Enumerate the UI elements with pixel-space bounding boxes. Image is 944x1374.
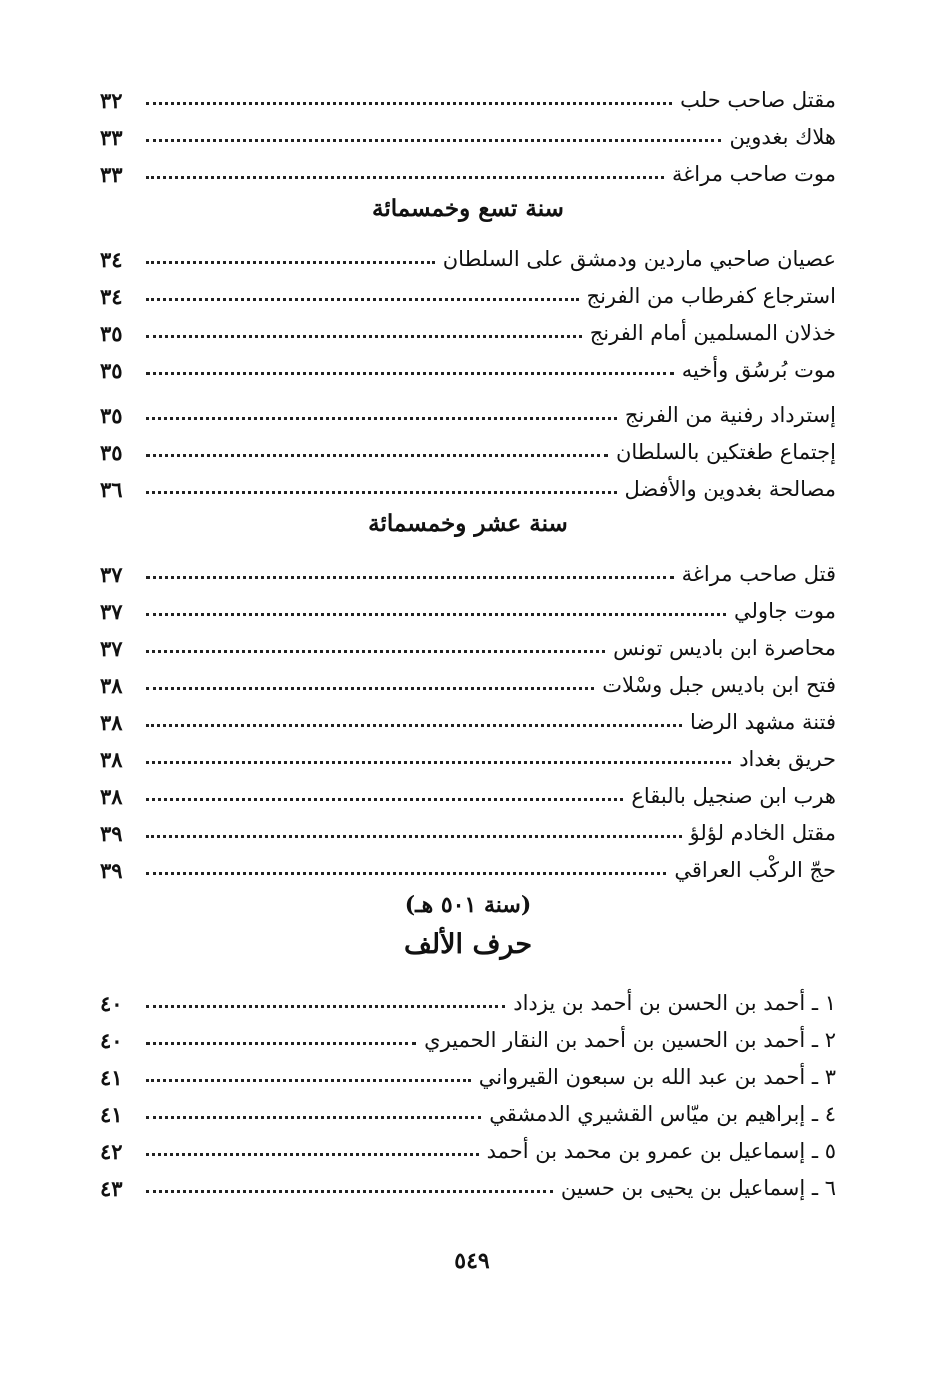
biography-entry	[100, 1051, 836, 1088]
entry-title: إسترداد رفنية من الفرنج	[624, 403, 836, 427]
entry-page-number: ٣٦	[100, 477, 123, 502]
toc-entry	[100, 548, 836, 585]
dot-leader	[146, 417, 617, 420]
dot-leader	[146, 298, 579, 301]
entry-page-number: ٣٥	[100, 321, 123, 346]
toc-entry	[100, 807, 836, 844]
toc-entry	[100, 344, 836, 381]
section-heading: سنة عشر وخمسمائة	[368, 510, 568, 537]
entry-title: ١ ـ أحمد بن الحسن بن أحمد بن يزداد	[513, 991, 836, 1015]
year-heading: (سنة ٥٠١ هـ)	[404, 892, 532, 918]
entry-page-number: ٤١	[100, 1065, 123, 1090]
entry-page-number: ٣٤	[100, 247, 123, 272]
dot-leader	[146, 1042, 416, 1045]
entry-page-number: ٣٧	[100, 636, 123, 661]
dot-leader	[146, 1116, 481, 1119]
dot-leader	[146, 139, 721, 142]
dot-leader	[146, 335, 582, 338]
dot-leader	[146, 761, 731, 764]
dot-leader	[146, 724, 682, 727]
toc-entry	[100, 659, 836, 696]
entry-page-number: ٣٣	[100, 162, 123, 187]
entry-title: مقتل الخادم لؤلؤ	[689, 821, 836, 845]
dot-leader	[146, 176, 664, 179]
dot-leader	[146, 835, 682, 838]
entry-title: هلاك بغدوين	[729, 125, 836, 149]
entry-title: ٥ ـ إسماعيل بن عمرو بن محمد بن أحمد	[486, 1139, 836, 1163]
entry-page-number: ٣٧	[100, 599, 123, 624]
entry-title: ٤ ـ إبراهيم بن ميّاس القشيري الدمشقي	[489, 1102, 836, 1126]
dot-leader	[146, 1079, 471, 1082]
entry-page-number: ٤٢	[100, 1139, 123, 1164]
table-of-contents	[100, 74, 836, 1199]
entry-title: فتح ابن باديس جبل وسْلات	[602, 673, 836, 697]
entry-page-number: ٣٥	[100, 403, 123, 428]
entry-title: استرجاع كفرطاب من الفرنج	[586, 284, 836, 308]
entry-page-number: ٤١	[100, 1102, 123, 1127]
biography-entry	[100, 1088, 836, 1125]
toc-entry	[100, 426, 836, 463]
entry-title: عصيان صاحبي ماردين ودمشق على السلطان	[442, 247, 836, 271]
biography-entry	[100, 1162, 836, 1199]
entry-title: ٦ ـ إسماعيل بن يحيى بن حسين	[560, 1176, 836, 1200]
entry-page-number: ٣٥	[100, 358, 123, 383]
toc-entry	[100, 307, 836, 344]
toc-entry	[100, 585, 836, 622]
toc-entry	[100, 148, 836, 185]
entry-page-number: ٣٤	[100, 284, 123, 309]
entry-title: ٢ ـ أحمد بن الحسين بن أحمد بن النقار الحميري	[424, 1028, 836, 1052]
dot-leader	[146, 576, 674, 579]
entry-title: مقتل صاحب حلب	[680, 88, 836, 112]
biography-entry	[100, 977, 836, 1014]
dot-leader	[146, 491, 617, 494]
toc-entry	[100, 463, 836, 500]
entry-title: حجّ الركْب العراقي	[674, 858, 836, 882]
toc-entry	[100, 770, 836, 807]
entry-page-number: ٣٩	[100, 858, 123, 883]
dot-leader	[146, 1005, 505, 1008]
dot-leader	[146, 372, 674, 375]
entry-title: موت بُرسُق وأخيه	[681, 358, 836, 382]
entry-title: محاصرة ابن باديس تونس	[613, 636, 836, 660]
section-heading: سنة تسع وخمسمائة	[372, 195, 564, 222]
entry-page-number: ٤٣	[100, 1176, 123, 1201]
entry-page-number: ٤٠	[100, 1028, 123, 1053]
entry-page-number: ٣٨	[100, 673, 123, 698]
entry-title: خذلان المسلمين أمام الفرنج	[589, 321, 836, 345]
entry-title: هرب ابن صنجيل بالبقاع	[631, 784, 836, 808]
entry-title: ٣ ـ أحمد بن عبد الله بن سبعون القيرواني	[478, 1065, 836, 1089]
dot-leader	[146, 454, 608, 457]
page-number: ٥٤٩	[454, 1248, 490, 1274]
toc-entry	[100, 111, 836, 148]
entry-page-number: ٣٣	[100, 125, 123, 150]
toc-entry	[100, 844, 836, 881]
entry-title: موت صاحب مراغة	[672, 162, 836, 186]
entry-page-number: ٣٨	[100, 784, 123, 809]
dot-leader	[146, 798, 623, 801]
toc-entry	[100, 622, 836, 659]
letter-heading: حرف الألف	[403, 929, 533, 960]
entry-title: قتل صاحب مراغة	[681, 562, 836, 586]
toc-entry	[100, 74, 836, 111]
biography-entry	[100, 1014, 836, 1051]
toc-entry	[100, 696, 836, 733]
dot-leader	[146, 613, 726, 616]
entry-page-number: ٣٨	[100, 710, 123, 735]
entry-title: إجتماع طغتكين بالسلطان	[615, 440, 836, 464]
entry-title: حريق بغداد	[739, 747, 836, 771]
entry-page-number: ٣٨	[100, 747, 123, 772]
dot-leader	[146, 1153, 479, 1156]
entry-page-number: ٣٩	[100, 821, 123, 846]
biography-entry	[100, 1125, 836, 1162]
toc-entry	[100, 270, 836, 307]
entry-page-number: ٤٠	[100, 991, 123, 1016]
entry-title: موت جاولي	[734, 599, 836, 623]
entry-page-number: ٣٢	[100, 88, 123, 113]
entry-title: فتنة مشهد الرضا	[689, 710, 836, 734]
entry-page-number: ٣٧	[100, 562, 123, 587]
dot-leader	[146, 1190, 553, 1193]
toc-entry	[100, 733, 836, 770]
dot-leader	[146, 872, 666, 875]
dot-leader	[146, 261, 435, 264]
entry-title: مصالحة بغدوين والأفضل	[624, 477, 836, 501]
toc-entry	[100, 389, 836, 426]
toc-entry	[100, 233, 836, 270]
dot-leader	[146, 102, 672, 105]
dot-leader	[146, 650, 605, 653]
dot-leader	[146, 687, 594, 690]
entry-page-number: ٣٥	[100, 440, 123, 465]
